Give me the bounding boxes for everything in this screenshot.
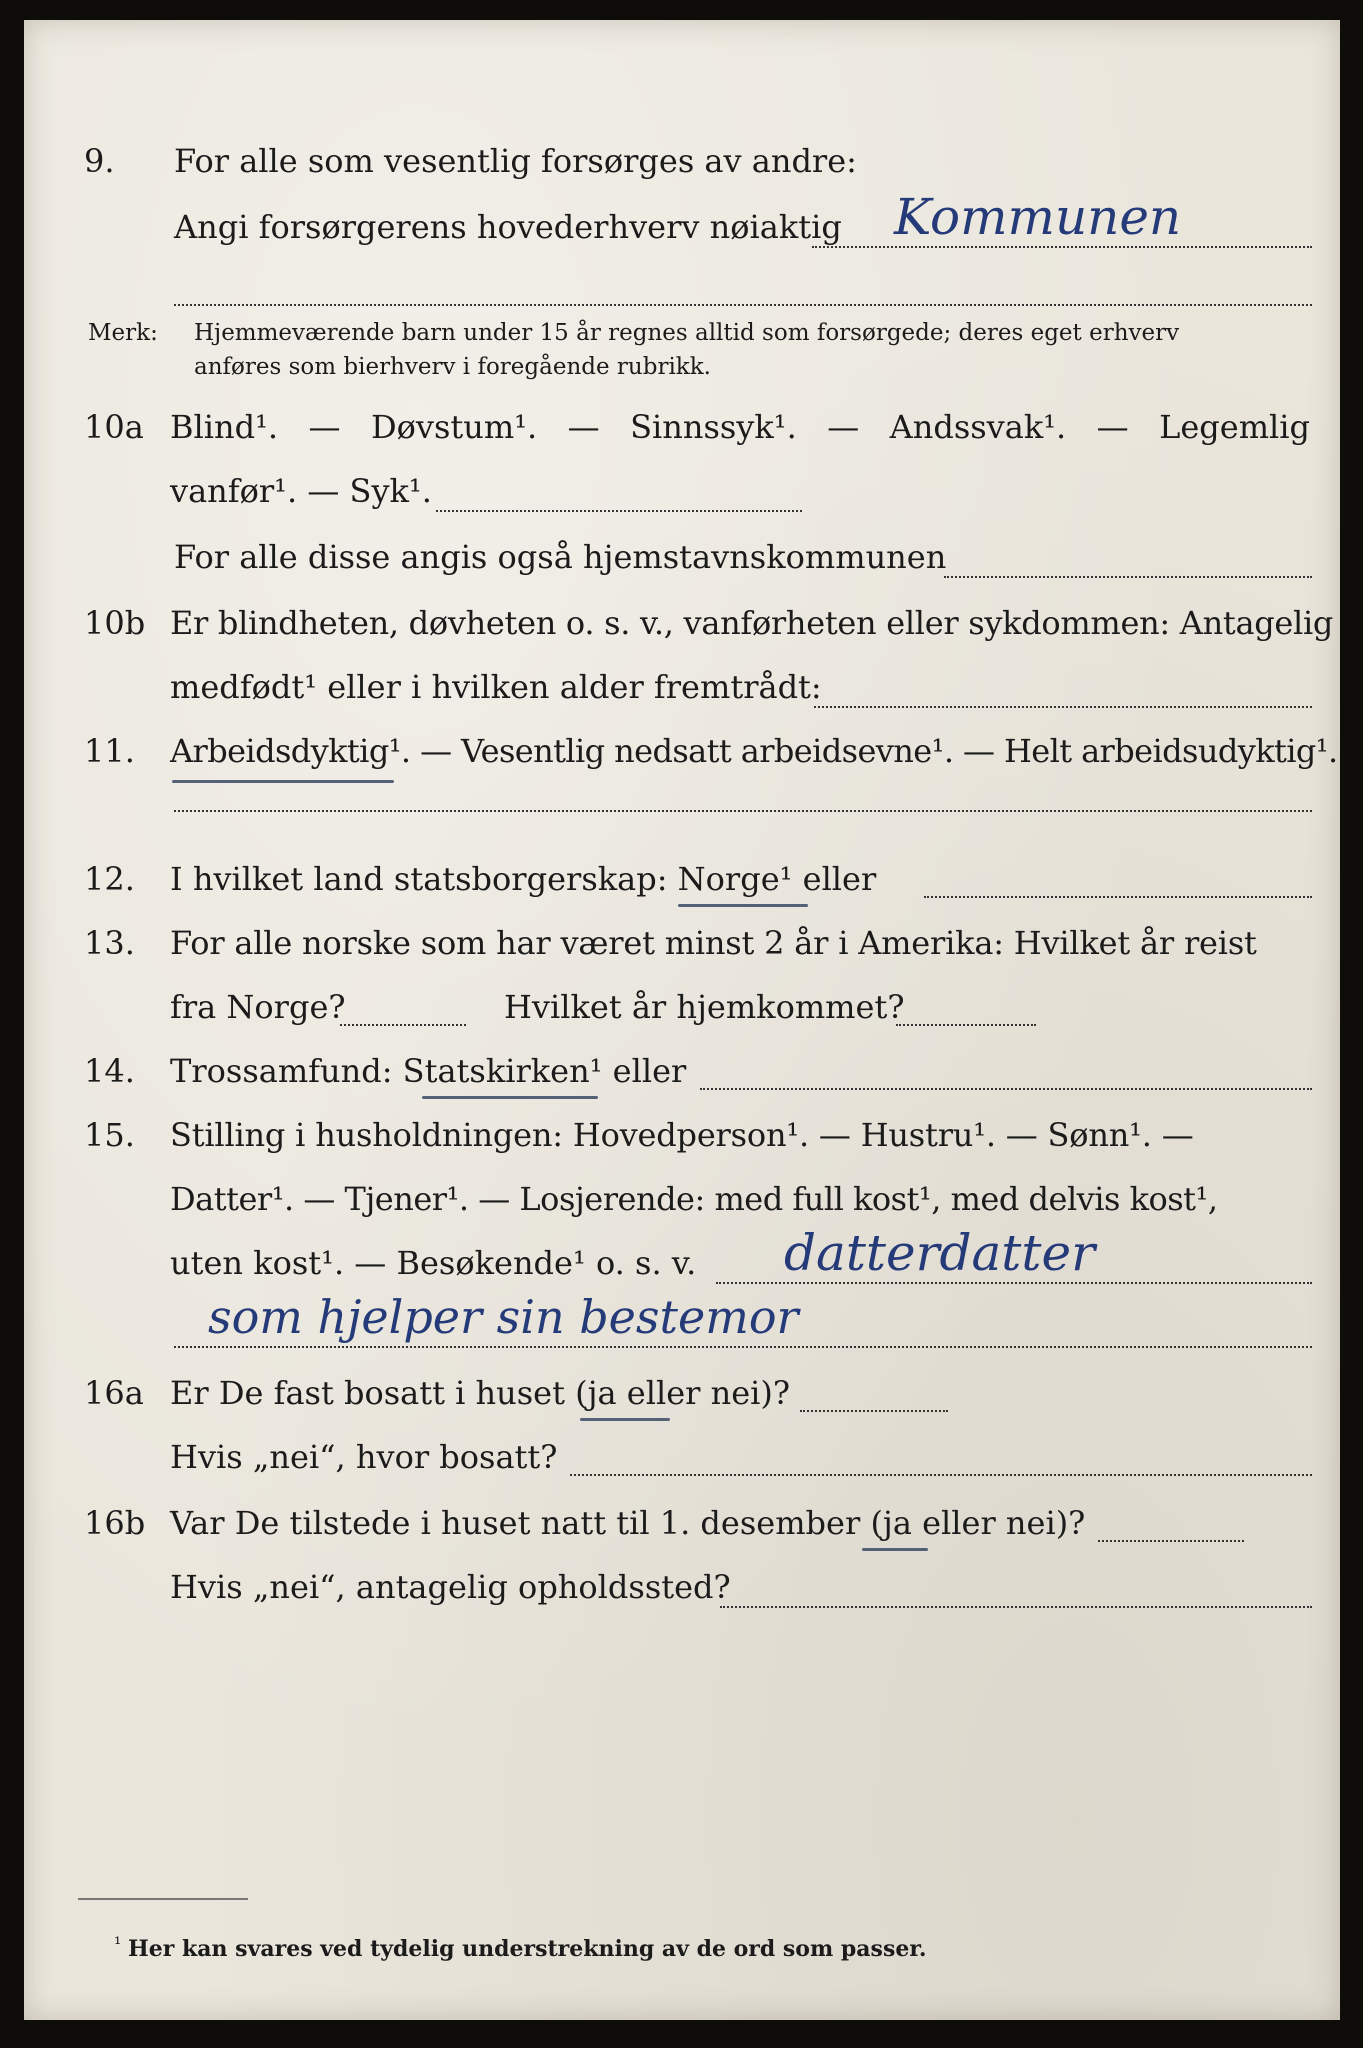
q16b-underline-ja [862,1548,928,1551]
q16a-answer-line [800,1410,948,1412]
q9-extra-line [174,304,1312,306]
q13-line2a: fra Norge? [170,988,346,1026]
q12-line1: I hvilket land statsborgerskap: Norge¹ eller [170,860,877,898]
q10b-answer-line [814,706,1312,708]
q16a-line1: Er De fast bosatt i huset (ja eller nei)? [170,1374,791,1412]
q10a-kommune-line [944,576,1312,578]
q15-line2: Datter¹. — Tjener¹. — Losjerende: med full kost¹, med delvis kost¹, [170,1180,1218,1218]
q13-reist-line [340,1024,466,1026]
q10a-dash: — [308,408,341,446]
q10a-number: 10a [84,408,144,446]
q16a-number: 16a [84,1374,144,1412]
q16b-line2: Hvis „nei“, antagelig opholdssted? [170,1568,731,1606]
q16b-opholdssted-line [720,1606,1312,1608]
q16a-underline-ja [580,1418,670,1421]
census-form-page [24,20,1340,2020]
q14-line1: Trossamfund: Statskirken¹ eller [170,1052,687,1090]
q10a-line2: vanfør¹. — Syk¹. [170,472,432,510]
q11-line1: Arbeidsdyktig¹. — Vesentlig nedsatt arbeidsevne¹. — Helt arbeidsudyktig¹. [170,732,1338,770]
q12-underline-norge [678,904,808,907]
merk-line1: Hjemmeværende barn under 15 år regnes alltid som forsørgede; deres eget erhverv [194,320,1180,346]
q10b-line2: medfødt¹ eller i hvilken alder fremtrådt: [170,668,822,706]
q14-answer-line [700,1088,1312,1090]
q13-hjemkommet-line [896,1024,1036,1026]
q10a-part-dovstum: Døvstum¹. [370,408,538,446]
q16a-line2: Hvis „nei“, hvor bosatt? [170,1438,558,1476]
q16a-bosatt-line [570,1474,1312,1476]
q15-number: 15. [84,1116,135,1154]
q10b-number: 10b [84,604,146,642]
q13-number: 13. [84,924,135,962]
q9-answer-line [812,246,1312,248]
q15-extra-line [174,1346,1312,1348]
footnote-mark: ¹ [114,1934,122,1955]
q9-handwritten-answer: Kommunen [894,188,1182,246]
q9-line2: Angi forsørgerens hovederhverv nøiaktig [174,208,842,246]
q16b-answer-line [1098,1540,1244,1542]
q16b-line1: Var De tilstede i huset natt til 1. desember (ja eller nei)? [170,1504,1086,1542]
merk-label: Merk: [88,320,158,346]
footnote-text: Her kan svares ved tydelig understrekning av de ord som passer. [128,1936,927,1962]
q9-number: 9. [84,142,115,180]
q12-number: 12. [84,860,135,898]
q10a-part-legemlig: Legemlig [1159,408,1310,446]
q10a-dash: — [567,408,600,446]
q10a-dash: — [827,408,860,446]
q15-line3: uten kost¹. — Besøkende¹ o. s. v. [170,1244,697,1282]
q13-line1: For alle norske som har været minst 2 år i Amerika: Hvilket år reist [170,924,1257,962]
q14-underline-statskirken [422,1096,598,1099]
q11-extra-line [174,810,1312,812]
q13-line2b: Hvilket år hjemkommet? [504,988,905,1026]
q14-number: 14. [84,1052,135,1090]
q12-answer-line [924,896,1312,898]
q16b-number: 16b [84,1504,146,1542]
q10a-part-blind: Blind¹. [170,408,279,446]
q11-number: 11. [84,732,135,770]
q10a-part-andssvak: Andssvak¹. [889,408,1067,446]
q11-underline-arbeidsdyktig [172,780,394,783]
q15-answer-line [716,1282,1312,1284]
q9-line1: For alle som vesentlig forsørges av andre: [174,142,857,180]
merk-line2: anføres som bierhverv i foregående rubrikk. [194,354,711,380]
q10a-dash: — [1096,408,1129,446]
q10a-line3: For alle disse angis også hjemstavnskommunen [174,538,947,576]
q10a-line1 [170,408,1310,446]
q15-line1: Stilling i husholdningen: Hovedperson¹. — Hustru¹. — Sønn¹. — [170,1116,1194,1154]
q15-handwritten-answer1: datterdatter [784,1224,1095,1282]
q10a-syk-line [436,510,802,512]
q15-handwritten-answer2: som hjelper sin bestemor [208,1290,799,1344]
footnote-rule [78,1898,248,1900]
q10a-part-sinnssyk: Sinnssyk¹. [630,408,797,446]
q10b-line1: Er blindheten, døvheten o. s. v., vanførheten eller sykdommen: Antagelig [170,604,1334,642]
